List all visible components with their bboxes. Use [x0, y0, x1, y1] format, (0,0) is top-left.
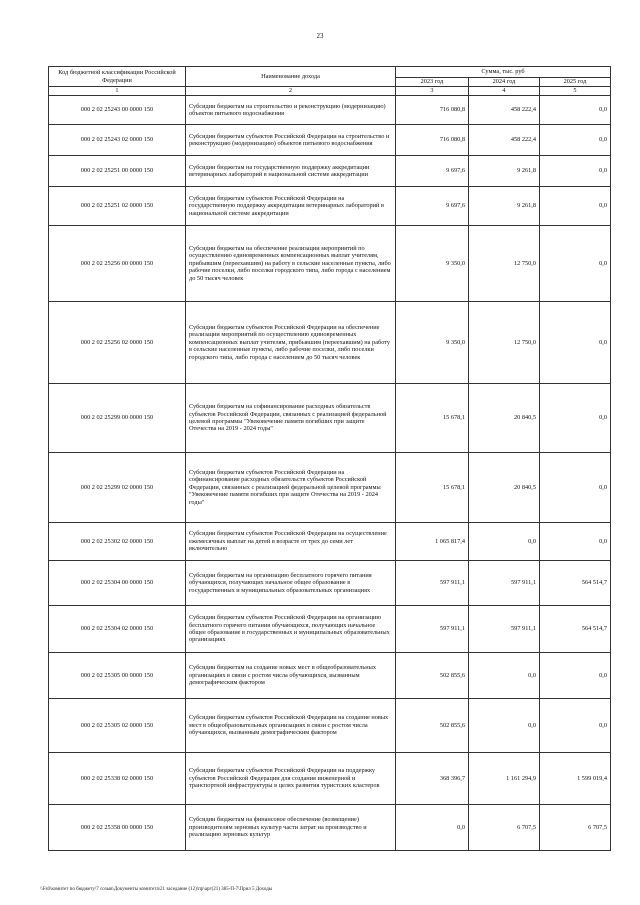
row-name: Субсидии бюджетам субъектов Российской Федерации на организацию бесплатного горячего питания обучающихся, получающих начальное общее образование в государственных и муниципальных образовательных организациях — [186, 606, 396, 653]
table-row — [49, 125, 611, 156]
row-2023: 15 678,1 — [396, 384, 469, 453]
row-2025: 0,0 — [540, 653, 611, 699]
row-2023: 716 080,8 — [396, 125, 469, 156]
row-2025: 0,0 — [540, 156, 611, 187]
row-2025: 0,0 — [540, 187, 611, 226]
row-name: Субсидии бюджетам субъектов Российской Федерации на обеспечение реализации мероприятий по осуществлению единовременных компенсационных выплат учителям, прибывшим (переехавшим) на работу в сельские населенные пункты, либо рабочие поселки, либо поселки городского типа, либо города с населением до 50 тысяч человек — [186, 302, 396, 384]
column-index: 5 — [540, 87, 611, 96]
row-name: Субсидии бюджетам на государственную поддержку аккредитации ветеринарных лабораторий в национальной системе аккредитации — [186, 156, 396, 187]
row-code: 000 2 02 25338 02 0000 150 — [49, 753, 186, 805]
row-2023: 597 911,1 — [396, 561, 469, 606]
row-2023: 368 396,7 — [396, 753, 469, 805]
row-name: Субсидии бюджетам на финансовое обеспечение (возмещение) производителям зерновых культур части затрат на производство и реализацию зерновых культур — [186, 805, 396, 851]
row-code: 000 2 02 25243 00 0000 150 — [49, 96, 186, 125]
row-2023: 15 678,1 — [396, 453, 469, 523]
footer-path: \\Fs0\комитет по бюджету\7 созыв\Документы комитета\21 заседание (12)\пр\арг(21) 385-П-7\Прил 5 Доходы — [40, 887, 273, 892]
table-row — [49, 187, 611, 226]
row-2025: 564 514,7 — [540, 606, 611, 653]
row-2024: 1 161 294,9 — [469, 753, 540, 805]
header-year-2025: 2025 год — [540, 78, 611, 87]
table-row — [49, 653, 611, 699]
row-code: 000 2 02 25304 00 0000 150 — [49, 561, 186, 606]
row-2024: 458 222,4 — [469, 96, 540, 125]
table-row — [49, 523, 611, 561]
row-code: 000 2 02 25256 02 0000 150 — [49, 302, 186, 384]
row-2025: 0,0 — [540, 523, 611, 561]
row-code: 000 2 02 25256 00 0000 150 — [49, 226, 186, 302]
table-row — [49, 606, 611, 653]
row-2025: 0,0 — [540, 699, 611, 753]
header-name: Наименование дохода — [186, 67, 396, 87]
row-2023: 1 065 817,4 — [396, 523, 469, 561]
row-2023: 0,0 — [396, 805, 469, 851]
row-code: 000 2 02 25251 00 0000 150 — [49, 156, 186, 187]
row-code: 000 2 02 25304 02 0000 150 — [49, 606, 186, 653]
row-name: Субсидии бюджетам на создание новых мест в общеобразовательных организациях в связи с ростом числа обучающихся, вызванным демографическим фактором — [186, 653, 396, 699]
table-row — [49, 226, 611, 302]
row-2024: 12 750,0 — [469, 302, 540, 384]
row-name: Субсидии бюджетам субъектов Российской Федерации на поддержку субъектов Российской Федерации для создания инженерной и транспортной инфраструктуры в целях развития туристских кластеров — [186, 753, 396, 805]
row-2024: 9 261,8 — [469, 187, 540, 226]
row-2025: 0,0 — [540, 384, 611, 453]
header-code: Код бюджетной классификации Российской Федерации — [49, 67, 186, 87]
row-2023: 502 855,6 — [396, 699, 469, 753]
row-2024: 20 840,5 — [469, 453, 540, 523]
row-code: 000 2 02 25251 02 0000 150 — [49, 187, 186, 226]
row-2024: 6 707,5 — [469, 805, 540, 851]
table-row — [49, 753, 611, 805]
table-row — [49, 156, 611, 187]
row-2024: 12 750,0 — [469, 226, 540, 302]
row-2024: 0,0 — [469, 523, 540, 561]
header-sum: Сумма, тыс. руб — [396, 67, 611, 78]
row-2024: 597 911,1 — [469, 561, 540, 606]
row-2024: 9 261,8 — [469, 156, 540, 187]
table-row — [49, 453, 611, 523]
row-2024: 20 840,5 — [469, 384, 540, 453]
row-2024: 458 222,4 — [469, 125, 540, 156]
row-2025: 6 707,5 — [540, 805, 611, 851]
table-row — [49, 699, 611, 753]
row-name: Субсидии бюджетам на строительство и реконструкцию (модернизацию) объектов питьевого водоснабжения — [186, 96, 396, 125]
table-row — [49, 384, 611, 453]
budget-table — [48, 66, 611, 851]
row-2023: 716 080,8 — [396, 96, 469, 125]
header-year-2023: 2023 год — [396, 78, 469, 87]
row-code: 000 2 02 25305 00 0000 150 — [49, 653, 186, 699]
row-name: Субсидии бюджетам на обеспечение реализации мероприятий по осуществлению единовременных компенсационных выплат учителям, прибывшим (переехавшим) на работу в сельские населенные пункты, либо рабочие поселки, либо поселки городского типа, либо города с населением до 50 тысяч человек — [186, 226, 396, 302]
row-2024: 597 911,1 — [469, 606, 540, 653]
row-2025: 1 599 019,4 — [540, 753, 611, 805]
column-index: 2 — [186, 87, 396, 96]
row-code: 000 2 02 25358 00 0000 150 — [49, 805, 186, 851]
table-row — [49, 302, 611, 384]
row-2025: 564 514,7 — [540, 561, 611, 606]
row-code: 000 2 02 25243 02 0000 150 — [49, 125, 186, 156]
row-2025: 0,0 — [540, 125, 611, 156]
table-row — [49, 805, 611, 851]
row-code: 000 2 02 25302 02 0000 150 — [49, 523, 186, 561]
row-2024: 0,0 — [469, 653, 540, 699]
row-name: Субсидии бюджетам субъектов Российской Федерации на софинансирование расходных обязательств субъектов Российской Федерации, связанных с реализацией федеральной целевой программы "Увековечение памяти погибших при защите Отечества на 2019 - 2024 годы" — [186, 453, 396, 523]
row-2025: 0,0 — [540, 302, 611, 384]
row-name: Субсидии бюджетам субъектов Российской Федерации на строительство и реконструкцию (модернизацию) объектов питьевого водоснабжения — [186, 125, 396, 156]
row-2023: 502 855,6 — [396, 653, 469, 699]
row-2023: 9 350,0 — [396, 302, 469, 384]
row-name: Субсидии бюджетам на организацию бесплатного горячего питания обучающихся, получающих начальное общее образование в государственных и муниципальных образовательных организациях — [186, 561, 396, 606]
row-2023: 597 911,1 — [396, 606, 469, 653]
row-2023: 9 697,6 — [396, 187, 469, 226]
column-index: 1 — [49, 87, 186, 96]
row-code: 000 2 02 25299 02 0000 150 — [49, 453, 186, 523]
row-code: 000 2 02 25299 00 0000 150 — [49, 384, 186, 453]
row-2025: 0,0 — [540, 226, 611, 302]
row-code: 000 2 02 25305 02 0000 150 — [49, 699, 186, 753]
column-index: 4 — [469, 87, 540, 96]
row-2024: 0,0 — [469, 699, 540, 753]
page-number: 23 — [316, 32, 324, 40]
row-2023: 9 350,0 — [396, 226, 469, 302]
row-2025: 0,0 — [540, 96, 611, 125]
table-row — [49, 561, 611, 606]
row-name: Субсидии бюджетам субъектов Российской Федерации на государственную поддержку аккредитации ветеринарных лабораторий в национальной системе аккредитации — [186, 187, 396, 226]
row-name: Субсидии бюджетам на софинансирование расходных обязательств субъектов Российской Федерации, связанных с реализацией федеральной целевой программы "Увековечение памяти погибших при защите Отечества на 2019 - 2024 годы" — [186, 384, 396, 453]
header-year-2024: 2024 год — [469, 78, 540, 87]
row-name: Субсидии бюджетам субъектов Российской Федерации на осуществление ежемесячных выплат на детей в возрасте от трех до семи лет включительно — [186, 523, 396, 561]
row-2025: 0,0 — [540, 453, 611, 523]
row-2023: 9 697,6 — [396, 156, 469, 187]
table-row — [49, 96, 611, 125]
column-index: 3 — [396, 87, 469, 96]
row-name: Субсидии бюджетам субъектов Российской Федерации на создание новых мест в общеобразовательных организациях в связи с ростом числа обучающихся, вызванным демографическим фактором — [186, 699, 396, 753]
